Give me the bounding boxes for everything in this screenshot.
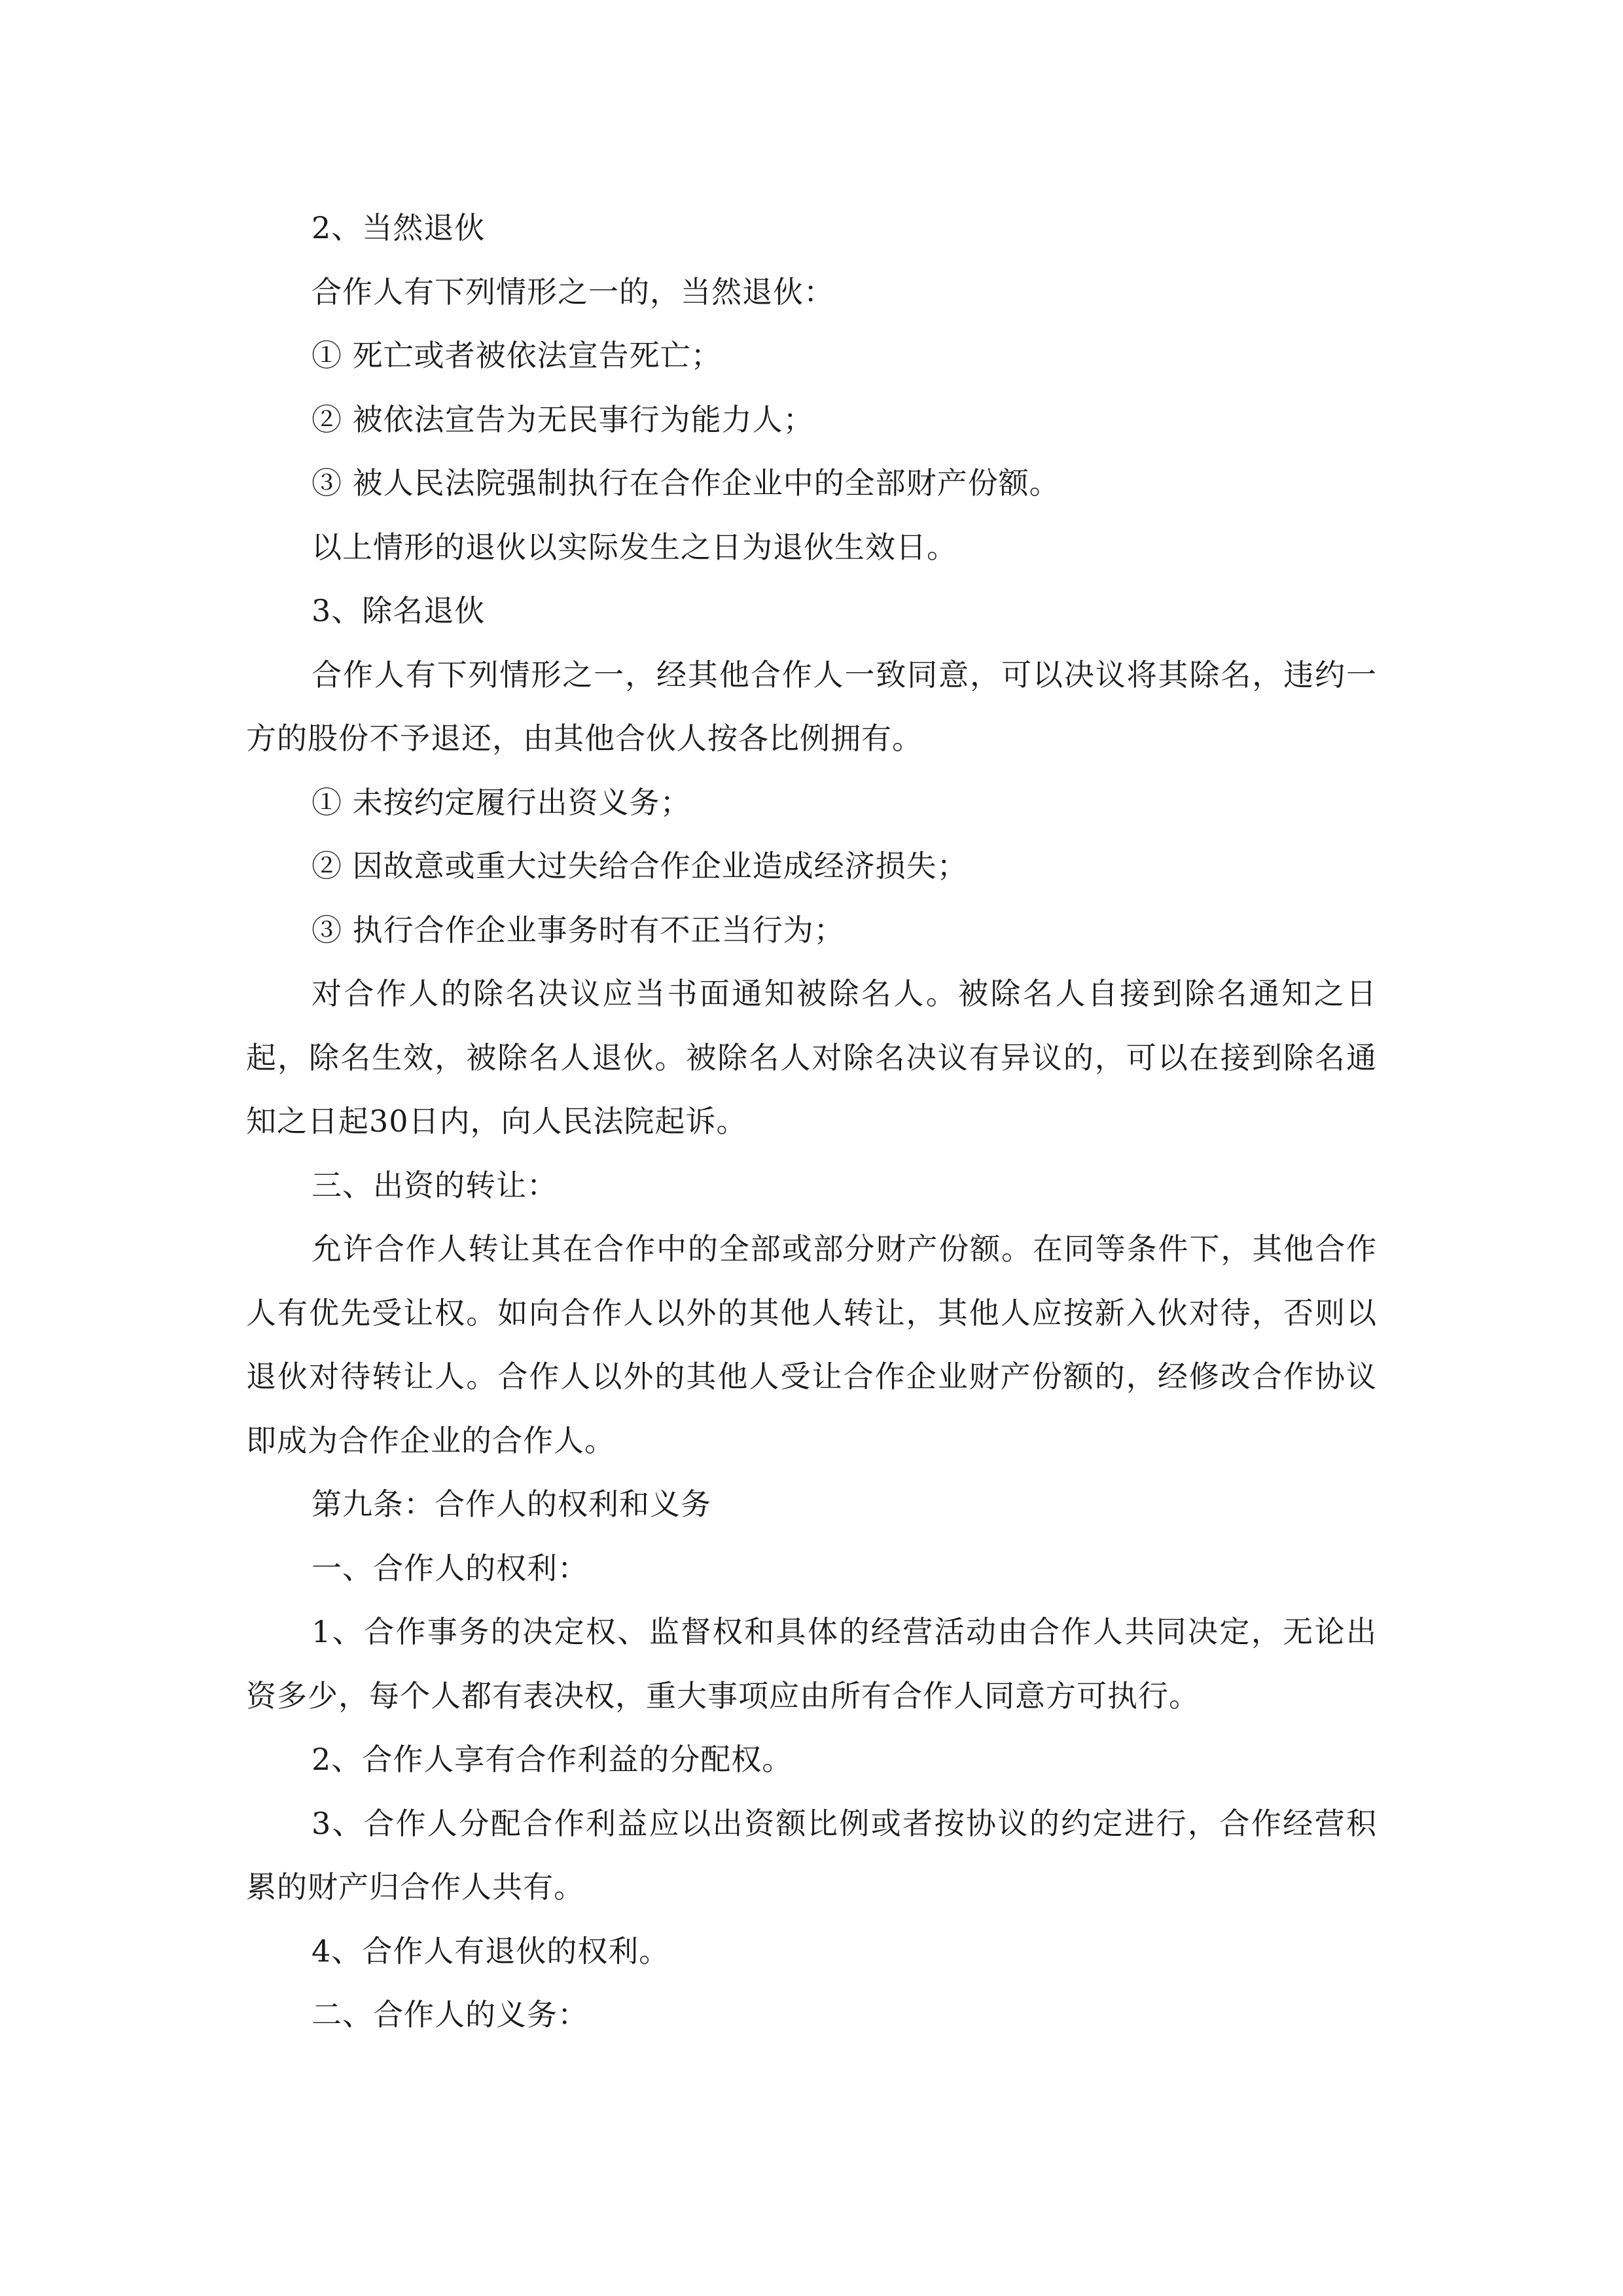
- paragraph: 4、合作人有退伙的权利。: [312, 1933, 670, 1969]
- list-item: ③ 执行合作企业事务时有不正当行为；: [312, 912, 845, 948]
- paragraph: 以上情形的退伙以实际发生之日为退伙生效日。: [312, 529, 957, 565]
- paragraph: 2、合作人享有合作利益的分配权。: [312, 1742, 793, 1777]
- section-heading-obligations: 二、合作人的义务：: [312, 1997, 588, 2032]
- list-item: ① 死亡或者被依法宣告死亡；: [312, 338, 722, 373]
- list-item: ③ 被人民法院强制执行在合作企业中的全部财产份额。: [312, 465, 1060, 501]
- section-heading-capital-transfer: 三、出资的转让：: [312, 1167, 558, 1203]
- section-heading-automatic-withdrawal: 2、当然退伙: [312, 210, 486, 245]
- paragraph: 1、合作事务的决定权、监督权和具体的经营活动由合作人共同决定，无论出资多少，每个人都有表决权，重大事项应由所有合作人同意方可执行。: [246, 1614, 1377, 1713]
- paragraph: 对合作人的除名决议应当书面通知被除名人。被除名人自接到除名通知之日起，除名生效，被除名人退伙。被除名人对除名决议有异议的，可以在接到除名通知之日起30日内，向人民法院起诉。: [246, 976, 1377, 1139]
- article-heading: 第九条：合作人的权利和义务: [312, 1486, 711, 1522]
- section-heading-rights: 一、合作人的权利：: [312, 1550, 588, 1586]
- paragraph: 3、合作人分配合作利益应以出资额比例或者按协议的约定进行，合作经营积累的财产归合作人共有。: [246, 1805, 1377, 1905]
- list-item: ① 未按约定履行出资义务；: [312, 784, 691, 820]
- document-body: [246, 196, 1377, 2047]
- paragraph: 允许合作人转让其在合作中的全部或部分财产份额。在同等条件下，其他合作人有优先受让权。如向合作人以外的其他人转让，其他人应按新入伙对待，否则以退伙对待转让人。合作人以外的其他人受让合作企业财产份额的，经修改合作协议即成为合作企业的合作人。: [246, 1231, 1377, 1458]
- paragraph: 合作人有下列情形之一的，当然退伙：: [312, 274, 834, 310]
- list-item: ② 因故意或重大过失给合作企业造成经济损失；: [312, 848, 968, 884]
- section-heading-expulsion: 3、除名退伙: [312, 593, 486, 628]
- paragraph: 合作人有下列情形之一，经其他合作人一致同意，可以决议将其除名，违约一方的股份不予退还，由其他合伙人按各比例拥有。: [246, 656, 1377, 756]
- list-item: ② 被依法宣告为无民事行为能力人；: [312, 401, 814, 437]
